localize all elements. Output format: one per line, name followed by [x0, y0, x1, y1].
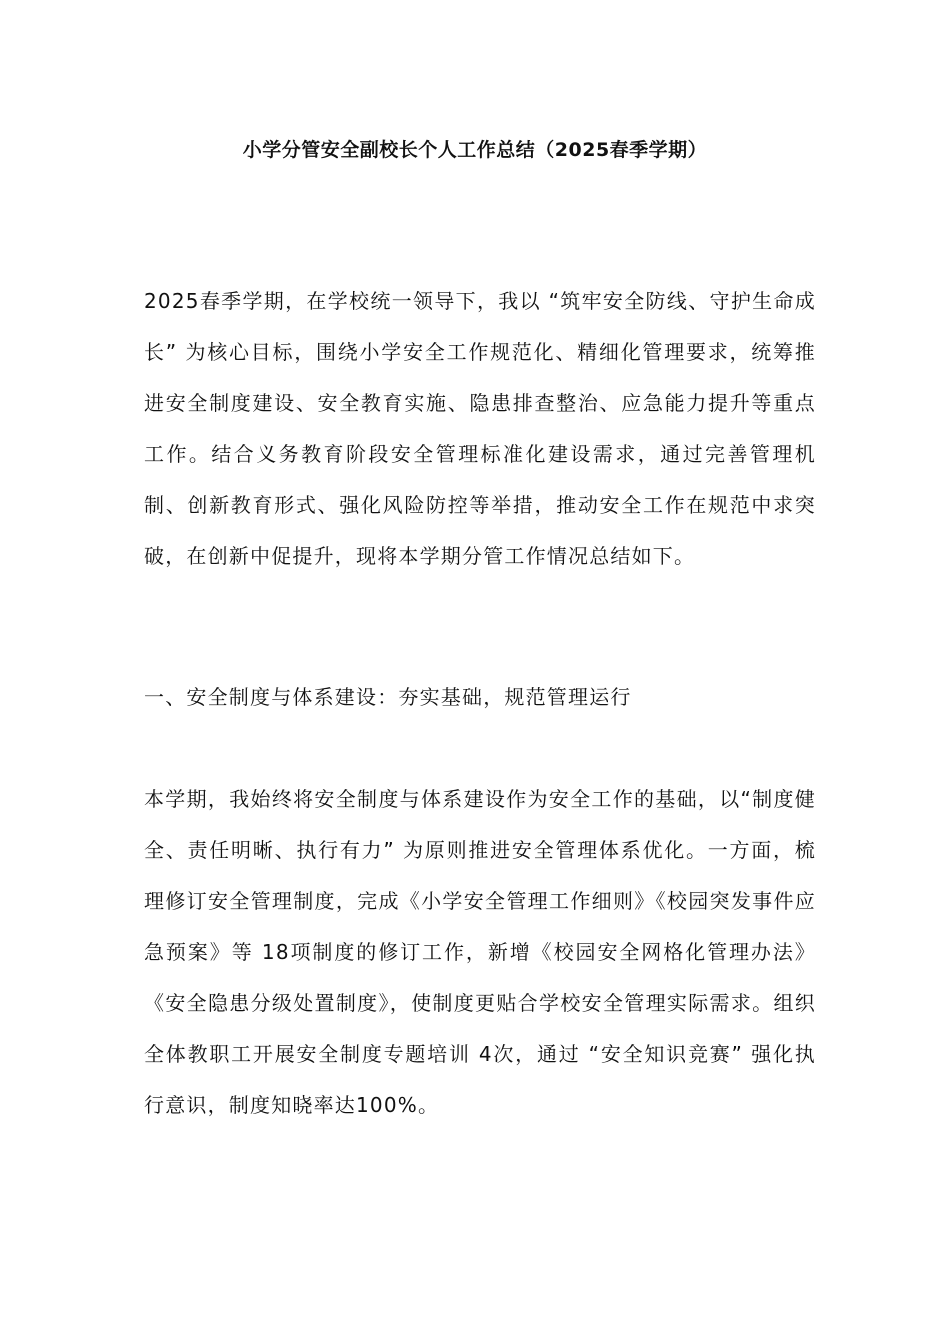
- intro-paragraph: 2025春季学期，在学校统一领导下，我以 “筑牢安全防线、守护生命成长” 为核心目标，围绕小学安全工作规范化、精细化管理要求，统筹推进安全制度建设、安全教育实施、隐患排查整治、应急能力提升等重点工作。结合义务教育阶段安全管理标准化建设需求，通过完善管理机制、创新教育形式、强化风险防控等举措，推动安全工作在规范中求突破，在创新中促提升，现将本学期分管工作情况总结如下。: [144, 289, 816, 568]
- section-heading: 一、安全制度与体系建设：夯实基础，规范管理运行: [144, 685, 632, 709]
- document-title: 小学分管安全副校长个人工作总结（2025春季学期）: [242, 139, 708, 161]
- section-paragraph: 本学期，我始终将安全制度与体系建设作为安全工作的基础，以“制度健全、责任明晰、执行有力” 为原则推进安全管理体系优化。一方面，梳理修订安全管理制度，完成《小学安全管理工作细则》《校园突发事件应急预案》等 18项制度的修订工作，新增《校园安全网格化管理办法》《安全隐患分级处置制度》，使制度更贴合学校安全管理实际需求。组织全体教职工开展安全制度专题培训 4次，通过 “安全知识竞赛” 强化执行意识，制度知晓率达100%。: [144, 787, 816, 1117]
